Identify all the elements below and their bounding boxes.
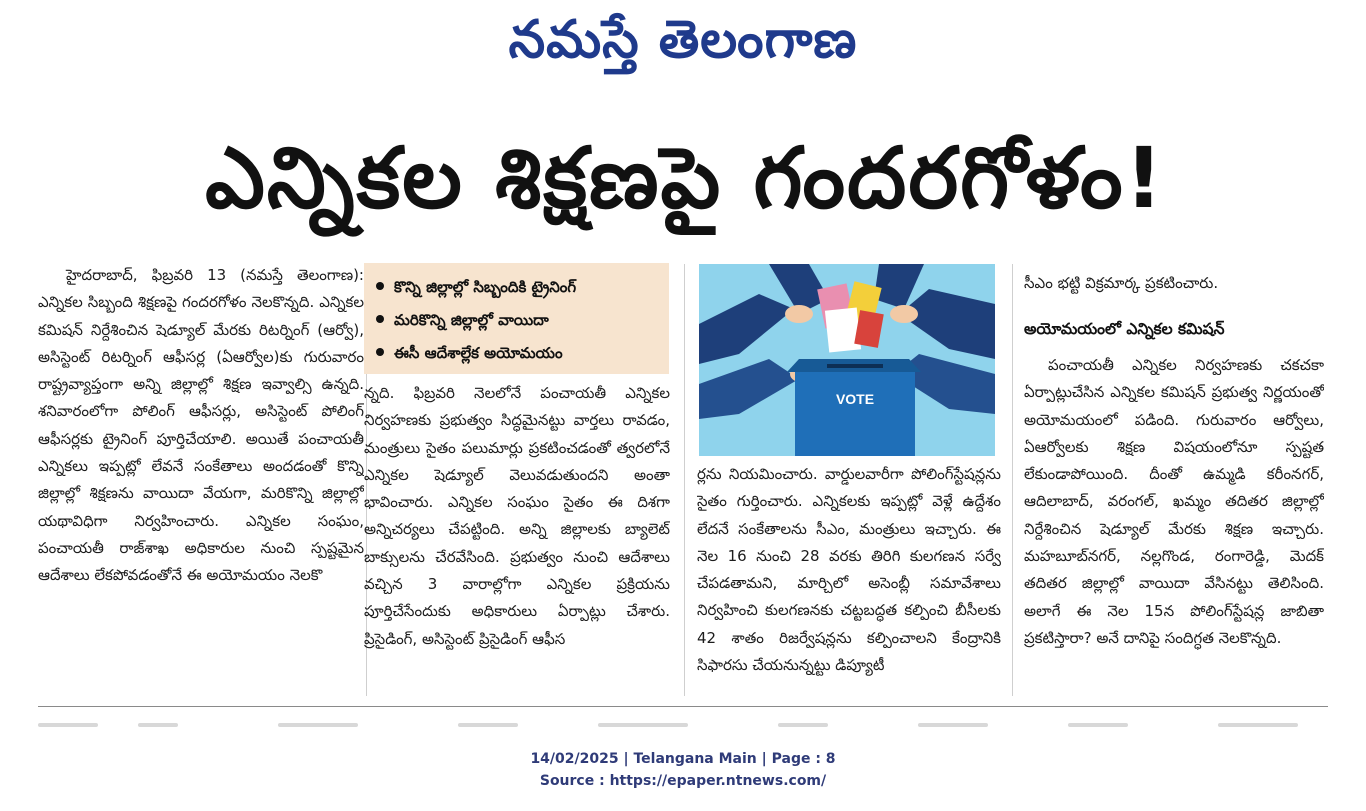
publication-info: 14/02/2025 | Telangana Main | Page : 8 [530, 751, 836, 767]
article-paragraph: సీఎం భట్టి విక్రమార్క ప్రకటించారు. [1024, 274, 1219, 292]
column-divider [684, 264, 685, 696]
article-paragraph: హైదరాబాద్, ఫిబ్రవరి 13 (నమస్తే తెలంగాణ): ఎన్నికల సిబ్బంది శిక్షణపై గందరగోళం నెలకొన్నది. ఎన్నికల కమిషన్ నిర్దేశించిన షెడ్యూల్ మేరకు రిటర్నింగ్ (ఆర్వో), అసిస్టెంట్ రిటర్నింగ్ ఆఫీసర్ల (ఏఆర్వోల)కు గురువారం రాష్ట్రవ్యాప్తంగా అన్ని జిల్లాల్లో శిక్షణ ఇవ్వాల్సి ఉన్నది. శనివారంలోగా పోలింగ్ ఆఫీసర్లు, అసిస్టెంట్ పోలింగ్ ఆఫీసర్లకు ట్రైనింగ్ పూర్తిచేయాలి. అయితే పంచాయతీ ఎన్నికలు ఇప్పట్లో లేవనే సంకేతాలు అందడంతో కొన్ని జిల్లాల్లో శిక్షణను వాయిదా వేయగా, మరికొన్ని జిల్లాల్లో యథావిధిగా నిర్వహించారు. ఎన్నికల సంఘం, పంచాయతీ రాజ్‌శాఖ అధికారుల నుంచి స్పష్టమైన ఆదేశాలు లేకపోవడంతోనే ఈ అయోమయం నెలకొ [38, 266, 364, 585]
article-column-4-lead [1024, 270, 1314, 298]
article-column-1 [38, 262, 364, 692]
highlight-item [376, 309, 549, 331]
newspaper-masthead: నమస్తే తెలంగాణ [508, 10, 858, 70]
next-article-cutoff [38, 723, 1328, 731]
source-link: Source : https://epaper.ntnews.com/ [539, 773, 827, 789]
article-paragraph: ర్లను నియమించారు. వార్డులవారీగా పోలింగ్‌స్టేషన్లను సైతం గుర్తించారు. ఎన్నికలకు ఇప్పట్లో వెళ్లే ఉద్దేశం లేదనే సంకేతాలను సీఎం, మంత్రులు ఇచ్చారు. ఈ నెల 16 నుంచి 28 వరకు తిరిగి కులగణన సర్వే చేపడతామని, మార్చిలో అసెంబ్లీ సమావేశాలు నిర్వహించి కులగణనకు చట్టబద్ధత కల్పించి బీసీలకు 42 శాతం రిజర్వేషన్లను కల్పించాలని కేంద్రానికి సిఫారసు చేయనున్నట్టు డిప్యూటీ [697, 465, 1001, 675]
article-paragraph: పంచాయతీ ఎన్నికల నిర్వహణకు చకచకా ఏర్పాట్లుచేసిన ఎన్నికల కమిషన్ ప్రభుత్వ నిర్ణయంతో అయోమయంలో పడింది. గురువారం ఆర్వోలు, ఏఆర్వోలకు శిక్షణ విషయంలోనూ స్పష్టత లేకుండాపోయింది. దీంతో ఉమ్మడి కరీంనగర్, ఆదిలాబాద్, వరంగల్, ఖమ్మం తదితర జిల్లాల్లో నిర్దేశించిన షెడ్యూల్ మేరకు శిక్షణ ఇచ్చారు. మహబూబ్‌నగర్, నల్లగొండ, రంగారెడ్డి, మెదక్ తదితర జిల్లాల్లో వాయిదా వేసినట్టు తెలిసింది. అలాగే ఈ నెల 15న పోలింగ్‌స్టేషన్ల జాబితా ప్రకటిస్తారా? అనే దానిపై సందిగ్ధత నెలకొన్నది. [1024, 356, 1324, 647]
bullet-icon [376, 315, 384, 323]
highlight-item [376, 276, 576, 298]
article-column-3 [697, 461, 1001, 695]
bullet-icon [376, 282, 384, 290]
vote-label: VOTE [835, 391, 875, 407]
column-divider [1012, 264, 1013, 696]
highlight-text: కొన్ని జిల్లాల్లో సిబ్బందికి ట్రైనింగ్ [394, 278, 577, 296]
highlights-box [364, 263, 669, 374]
section-subheading: అయోమయంలో ఎన్నికల కమిషన్ [1024, 320, 1225, 338]
bullet-icon [376, 348, 384, 356]
highlight-text: ఈసీ ఆదేశాల్లేక అయోమయం [394, 344, 563, 362]
article-column-2 [364, 380, 670, 695]
highlight-item [376, 342, 563, 364]
page-divider [38, 706, 1328, 707]
voting-illustration-svg [699, 264, 995, 456]
article-paragraph: న్నది. ఫిబ్రవరి నెలలోనే పంచాయతీ ఎన్నికల నిర్వహణకు ప్రభుత్వం సిద్ధమైనట్టు వార్తలు రావడం, మంత్రులు సైతం పలుమార్లు ప్రకటించడంతో త్వరలోనే ఎన్నికల షెడ్యూల్ వెలువడుతుందని అంతా భావించారు. ఎన్నికల సంఘం సైతం ఈ దిశగా అన్నిచర్యలు చేపట్టింది. అన్ని జిల్లాలకు బ్యాలెట్ బాక్సులను చేరవేసింది. ప్రభుత్వం నుంచి ఆదేశాలు వచ్చిన 3 వారాల్లోగా ఎన్నికల ప్రక్రియను పూర్తిచేసేందుకు అధికారులు ఏర్పాట్లు చేశారు. ప్రిసైడింగ్, అసిస్టెంట్ ప్రిసైడింగ్ ఆఫీస [364, 384, 670, 648]
article-column-4 [1024, 352, 1324, 692]
ballot-box-illustration [699, 264, 995, 456]
article-headline: ఎన్నికల శిక్షణపై గందరగోళం! [205, 129, 1165, 227]
highlight-text: మరికొన్ని జిల్లాల్లో వాయిదా [394, 311, 549, 329]
